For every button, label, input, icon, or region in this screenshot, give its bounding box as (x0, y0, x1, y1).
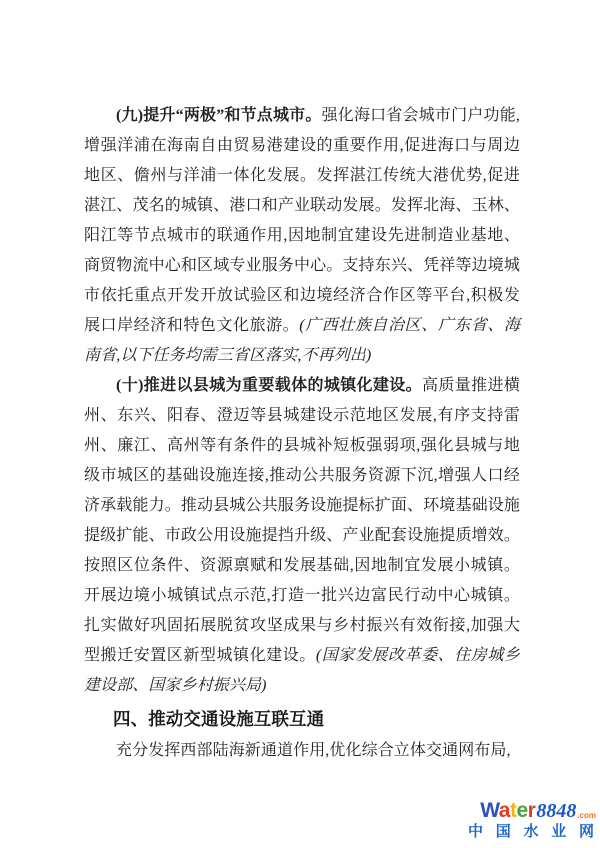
water8848-logo (464, 800, 596, 841)
paragraph-10-body: 高质量推进横州、东兴、阳春、澄迈等县城建设示范地区发展,有序支持雷州、廉江、高州等有条件的县城补短板强弱项,强化县城与地级市城区的基础设施连接,推动公共服务资源下沉,增强人口经济承载能力。推动县城公共服务设施提标扩面、环境基础设施提级扩能、市政公用设施提挡升级、产业配套设施提质增效。按照区位条件、资源禀赋和发展基础,因地制宜发展小城镇。开展边境小城镇试点示范,打造一批兴边富民行动中心城镇。扎实做好巩固拓展脱贫攻坚成果与乡村振兴有效衔接,加强大型搬迁安置区新型城镇化建设。 (84, 377, 520, 664)
brand-letter: a (498, 798, 510, 822)
paragraph-item-9 (84, 101, 520, 371)
brand-letter: r (527, 798, 536, 822)
brand-subtitle-char: 业 (551, 822, 567, 840)
brand-letter: e (516, 798, 528, 822)
brand-subtitle-char: 国 (495, 822, 511, 840)
brand-subtitle-char: 水 (523, 822, 539, 840)
brand-letter: W (480, 798, 499, 822)
closing-paragraph: 充分发挥西部陆海新通道作用,优化综合立体交通网布局, (116, 742, 511, 759)
paragraph-item-10 (84, 371, 520, 701)
brand-subtitle-cn (464, 824, 596, 841)
water-wordmark (480, 800, 535, 821)
paragraph-10-note: (国家发展改革委、住房城乡建设部、国家乡村振兴局) (84, 647, 520, 694)
paragraph-9-body: 强化海口省会城市门户功能,增强洋浦在海南自由贸易港建设的重要作用,促进海口与周边地区、儋州与洋浦一体化发展。发挥湛江传统大港优势,促进湛江、茂名的城镇、港口和产业联动发展。发挥北海、玉林、阳江等节点城市的联通作用,因地制宜建设先进制造业基地、商贸物流中心和区域专业服务中心。支持东兴、凭祥等边境城市依托重点开发开放试验区和边境经济合作区等平台,积极发展口岸经济和特色文化旅游。 (84, 107, 520, 334)
brand-subtitle-char: 中 (468, 822, 484, 840)
paragraph-10-lead: (十)推进以县城为重要载体的城镇化建设。 (116, 377, 423, 394)
paragraph-9-note: (广西壮族自治区、广东省、海南省,以下任务均需三省区落实,不再列出) (84, 317, 520, 364)
document-content (84, 101, 520, 766)
section-heading-4: 四、推动交通设施互联互通 (113, 709, 325, 729)
brand-letter: t (509, 798, 517, 822)
brand-number-8848: 8848 (536, 799, 577, 822)
brand-tld-com: .com (577, 810, 596, 820)
paragraph-9-lead: (九)提升“两极”和节点城市。 (116, 107, 322, 124)
brand-subtitle-char: 网 (578, 822, 594, 840)
brand-wordmark-line (464, 800, 596, 821)
